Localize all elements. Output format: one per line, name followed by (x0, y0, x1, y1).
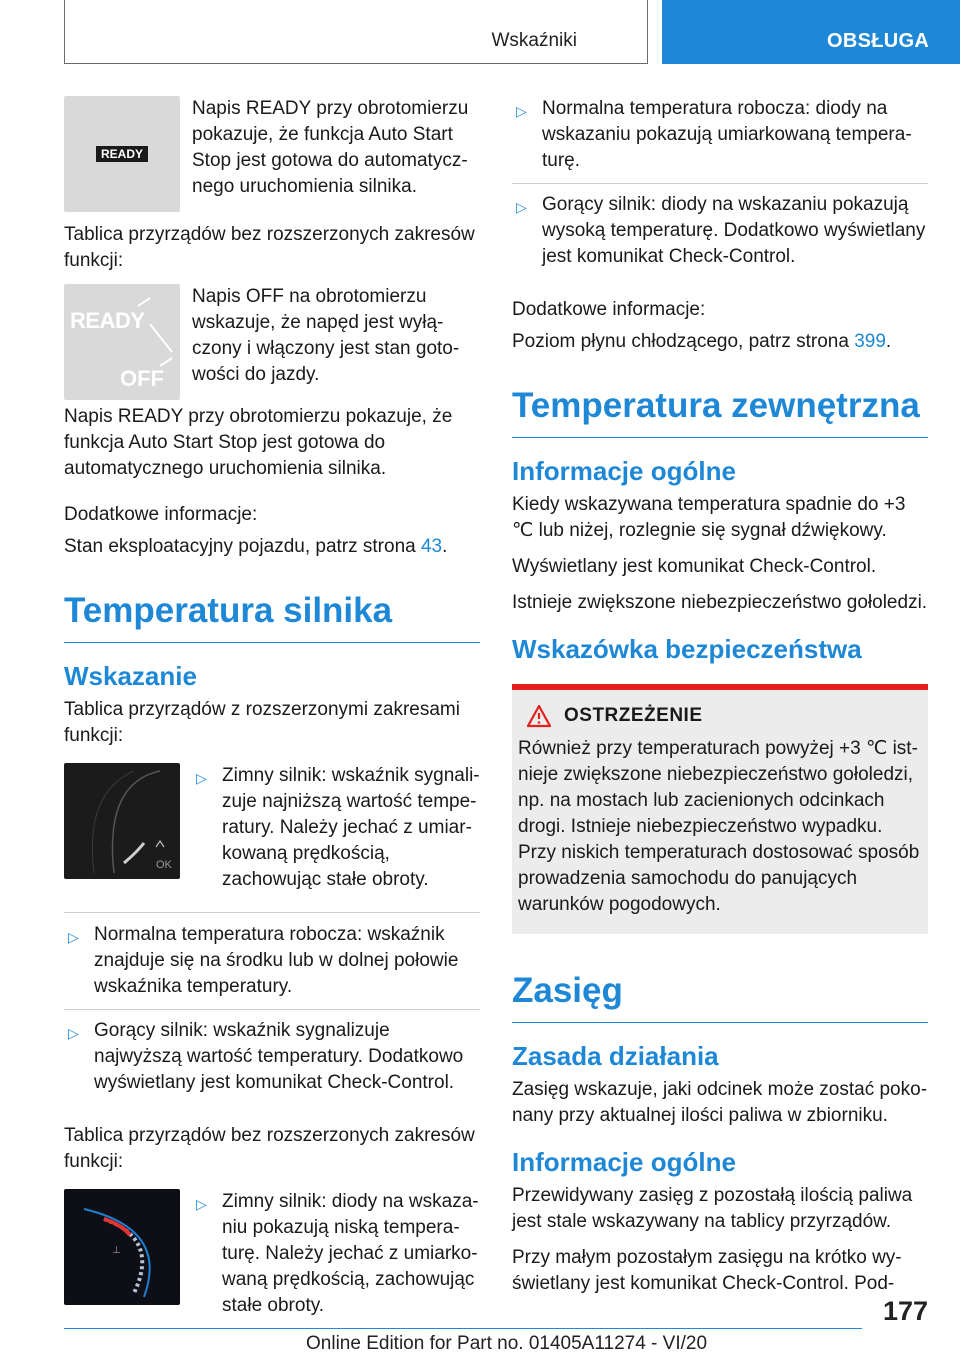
range-paragraph-1: Zasięg wskazuje, jaki odcinek może zostać pokonany przy aktualnej ilości paliwa w zbiorniku. (512, 1079, 928, 1126)
off-description: Napis OFF na obrotomierzu wskazuje, że napęd jest wyłączony i włączony jest stan gotowości do jazdy. (192, 286, 460, 385)
warning-title: OSTRZEŻENIE (564, 705, 703, 726)
ready-off-image (64, 284, 180, 400)
heading-range: Zasięg (512, 972, 928, 1023)
heading-display: Wskazanie (64, 661, 197, 691)
bullet-hot-engine (64, 1018, 480, 1105)
footer-divider (64, 1328, 862, 1329)
bullet-text: Normalna temperatura robocza: diody na wskazaniu pokazują umiarkowaną temperaturę. (542, 98, 912, 171)
range-paragraph-2: Przewidywany zasięg z pozostałą ilością paliwa jest stale wskazywany na tablicy przyrządów. (512, 1185, 913, 1232)
triangle-right-icon: ▷ (516, 103, 527, 119)
triangle-right-icon: ▷ (196, 770, 207, 786)
triangle-right-icon: ▷ (196, 1196, 207, 1212)
bullet-led-normal (512, 96, 928, 184)
readyoff-figure-row (64, 284, 480, 400)
warning-triangle-icon (526, 704, 552, 728)
no-ext-intro: Tablica przyrządów bez rozszerzonych zakresów funkcji: (64, 224, 475, 271)
bullet-list-led-2 (512, 96, 928, 279)
bullet-text: Gorący silnik: wskaźnik sygnalizuje najwyższą wartość temperatury. Dodatkowo wyświetlany jest komunikat Check-Control. (94, 1020, 464, 1093)
ready-description-2: Napis READY przy obrotomierzu pokazuje, że funkcja Auto Start Stop jest gotowa do automatycznego uruchomienia silnika. (64, 406, 453, 479)
bullet-text: Normalna temperatura robocza: wskaźnik znajduje się na środku lub w dolnej połowie wskaźnika temperatury. (94, 924, 459, 997)
warning-box (512, 684, 928, 934)
header-section-title: Wskaźniki (491, 30, 577, 51)
bullet-normal-temp (64, 922, 480, 1010)
heading-general-info: Informacje ogólne (512, 456, 736, 486)
ready-badge-image (64, 96, 180, 212)
bullet-led-cold (192, 1189, 480, 1328)
more-info-right: Dodatkowe informacje: (512, 299, 706, 320)
no-ext-intro-2: Tablica przyrządów bez rozszerzonych zakresów funkcji: (64, 1125, 475, 1172)
header-box (64, 0, 648, 64)
ref-line-left (64, 534, 480, 560)
svg-text:⊥: ⊥ (112, 1245, 121, 1256)
heading-outside-temp: Temperatura zewnętrzna (512, 387, 928, 438)
bullet-text: Gorący silnik: diody na wskazaniu pokazują wysoką temperaturę. Dodatkowo wyświetlany jest komunikat Check-Control. (542, 194, 926, 267)
heading-general-info-2: Informacje ogólne (512, 1147, 736, 1177)
warning-header (518, 704, 920, 728)
page-number: 177 (882, 1296, 928, 1326)
range-paragraph-3: Przy małym pozostałym zasięgu na krótko wyświetlany jest komunikat Check-Control. Pod- (512, 1247, 902, 1294)
bullet-cold-engine (192, 763, 480, 902)
bullet-list-led-1 (192, 1189, 480, 1328)
ref-text-left: Stan eksploatacyjny pojazdu, patrz strona (64, 536, 421, 557)
footer-edition: Online Edition for Part no. 01405A11274 - VI/20 (306, 1333, 708, 1354)
gauge-figure-row (64, 763, 480, 902)
ref-text-right: Poziom płynu chłodzącego, patrz strona (512, 331, 855, 352)
triangle-right-icon: ▷ (68, 929, 79, 945)
led-arc-icon (64, 1189, 180, 1305)
more-info-left: Dodatkowe informacje: (64, 504, 258, 525)
ref-line-right (512, 329, 928, 355)
ref-end-right: . (885, 331, 892, 352)
left-column (64, 96, 480, 1338)
heading-engine-temp: Temperatura silnika (64, 592, 480, 643)
heading-safety-note: Wskazówka bezpieczeństwa (512, 634, 862, 664)
led-figure-row (64, 1189, 480, 1328)
bullet-list-ext-1 (192, 763, 480, 902)
header-chapter-tab: OBSŁUGA (662, 0, 960, 64)
ref-page-link-left[interactable]: 43 (420, 536, 443, 557)
bullet-text: Zimny silnik: wskaźnik sygnalizuje najniższą wartość temperatury. Należy jechać z umiarkowaną prędkością, zachowując stałe obroty. (222, 765, 480, 890)
triangle-right-icon: ▷ (68, 1025, 79, 1041)
ready-figure-row (64, 96, 480, 212)
ready-off-image-ready: READY (70, 308, 145, 333)
temp-paragraph-2: Wyświetlany jest komunikat Check-Control. (512, 556, 877, 577)
bullet-text: Zimny silnik: diody na wskazaniu pokazują niską temperaturę. Należy jechać z umiarkowaną prędkością, zachowując stałe obroty. (222, 1191, 479, 1316)
ready-off-image-off: OFF (120, 366, 164, 391)
ext-intro: Tablica przyrządów z rozszerzonymi zakresami funkcji: (64, 699, 460, 746)
temp-gauge-image (64, 763, 180, 879)
bullet-list-ext-2 (64, 912, 480, 1105)
ready-badge-label: READY (96, 146, 148, 162)
temp-paragraph-1: Kiedy wskazywana temperatura spadnie do +3 ℃ lub niżej, rozlegnie się sygnał dźwiękowy. (512, 494, 906, 541)
led-gauge-image (64, 1189, 180, 1305)
ready-description: Napis READY przy obrotomierzu pokazuje, że funkcja Auto Start Stop jest gotowa do automatycznego uruchomienia silnika. (192, 98, 469, 197)
temp-paragraph-3: Istnieje zwiększone niebezpieczeństwo gołoledzi. (512, 592, 928, 613)
heading-principle: Zasada działania (512, 1041, 719, 1071)
triangle-right-icon: ▷ (516, 199, 527, 215)
right-column (512, 96, 928, 1307)
bullet-led-hot (512, 192, 928, 279)
warning-text: Również przy temperaturach powyżej +3 ℃ istnieje zwiększone niebezpieczeństwo gołoledzi, np. na mostach lub zacienionych odcinkach drogi. Istnieje niebezpieczeństwo wypadku. Przy niskich temperaturach dostosować sposób prowadzenia samochodu do panujących warunków pogodowych. (518, 738, 920, 915)
gauge-ok-label: OK (156, 859, 172, 871)
ref-end-left: . (442, 536, 448, 557)
needle-icon (64, 284, 180, 400)
ref-page-link-right[interactable]: 399 (854, 331, 886, 352)
